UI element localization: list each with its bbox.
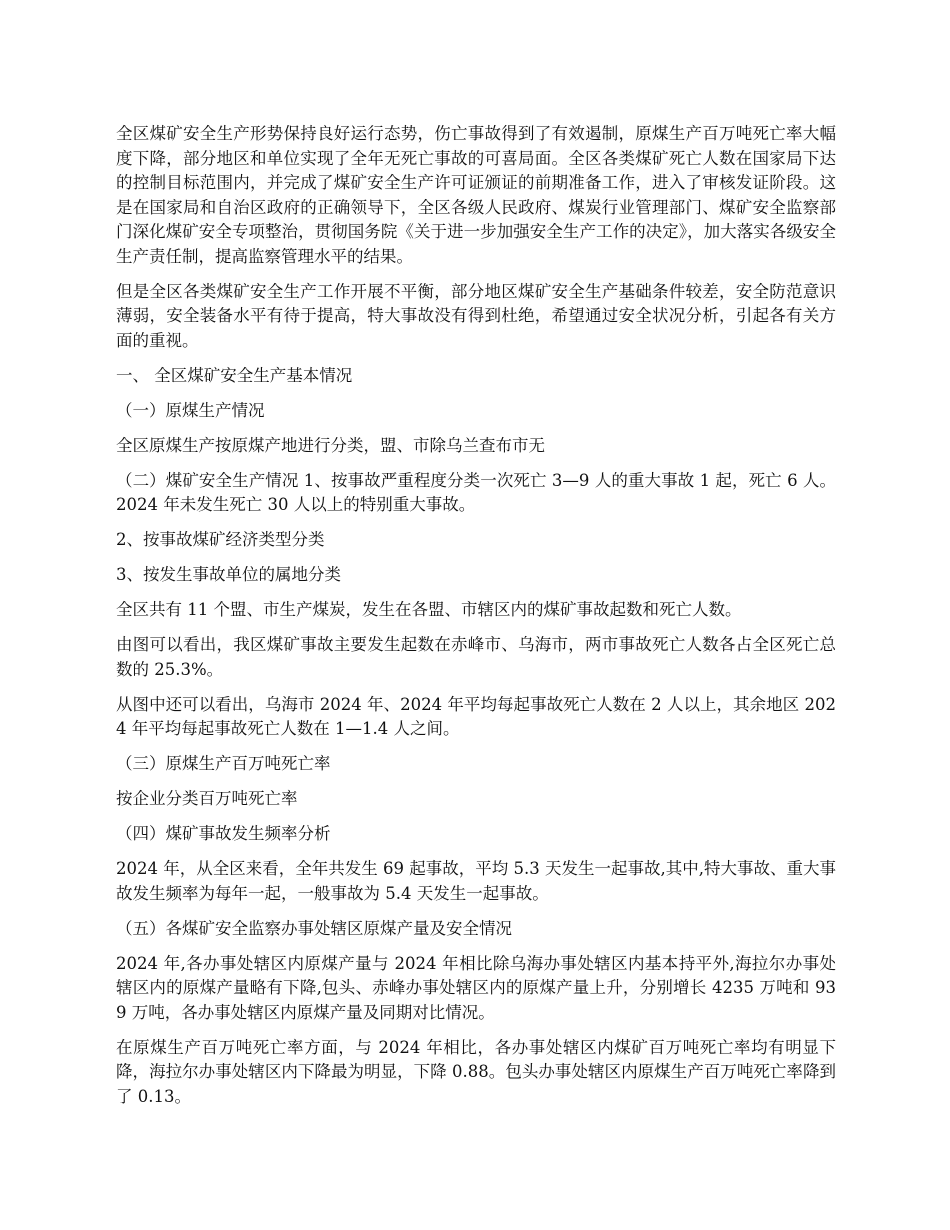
paragraph-death-rate: 在原煤生产百万吨死亡率方面，与 2024 年相比，各办事处辖区内煤矿百万吨死亡率均有明显下降，海拉尔办事处辖区内下降最为明显，下降 0.88。包头办事处辖区内原煤生产百万吨死亡率降到了 0.13。: [116, 1037, 836, 1106]
subsection-heading-1: （一）原煤生产情况: [116, 400, 265, 420]
list-item-economic-type: 2、按事故煤矿经济类型分类: [116, 530, 325, 549]
subsection-heading-4: （四）煤矿事故发生频率分析: [116, 824, 331, 843]
paragraph-production-classification: 全区原煤生产按原煤产地进行分类，盟、市除乌兰查布市无: [116, 435, 545, 455]
paragraph-intro: 全区煤矿安全生产形势保持良好运行态势，伤亡事故得到了有效遏制，原煤生产百万吨死亡率大幅度下降，部分地区和单位实现了全年无死亡事故的可喜局面。全区各类煤矿死亡人数在国家局下达的控制目标范围内，并完成了煤矿安全生产许可证颁证的前期准备工作，进入了审核发证阶段。这是在国家局和自治区政府的正确领导下，全区各级人民政府、煤炭行业管理部门、煤矿安全监察部门深化煤矿安全专项整治，贯彻国务院《关于进一步加强安全生产工作的决定》，加大落实各级安全生产责任制，提高监察管理水平的结果。: [116, 124, 836, 266]
subsection-heading-2: （二）煤矿安全生产情况 1、按事故严重程度分类一次死亡 3—9 人的重大事故 1 起，死亡 6 人。2024 年未发生死亡 30 人以上的特别重大事故。: [116, 470, 836, 514]
paragraph-frequency: 2024 年，从全区来看，全年共发生 69 起事故，平均 5.3 天发生一起事故,其中,特大事故、重大事故发生频率为每年一起，一般事故为 5.4 天发生一起事故。: [116, 859, 836, 903]
section-heading-1: 一、 全区煤矿安全生产基本情况: [116, 365, 353, 385]
paragraph-average-deaths: 从图中还可以看出，乌海市 2024 年、2024 年平均每起事故死亡人数在 2 人以上，其余地区 2024 年平均每起事故死亡人数在 1—1.4 人之间。: [116, 694, 836, 738]
paragraph-chart-observation: 由图可以看出，我区煤矿事故主要发生起数在赤峰市、乌海市，两市事故死亡人数各占全区死亡总数的 25.3%。: [116, 635, 836, 679]
list-item-jurisdiction: 3、按发生事故单位的属地分类: [116, 565, 341, 584]
subsection-heading-3: （三）原煤生产百万吨死亡率: [116, 754, 331, 773]
document-body: [116, 122, 836, 1120]
paragraph-office-output: 2024 年,各办事处辖区内原煤产量与 2024 年相比除乌海办事处辖区内基本持平外,海拉尔办事处辖区内的原煤产量略有下降,包头、赤峰办事处辖区内的原煤产量上升，分别增长 4235 万吨和 939 万吨，各办事处辖区内原煤产量及同期对比情况。: [116, 953, 836, 1022]
paragraph-enterprise-rate: 按企业分类百万吨死亡率: [116, 789, 298, 808]
paragraph-league-city: 全区共有 11 个盟、市生产煤炭，发生在各盟、市辖区内的煤矿事故起数和死亡人数。: [116, 600, 742, 619]
paragraph-imbalance: 但是全区各类煤矿安全生产工作开展不平衡，部分地区煤矿安全生产基础条件较差，安全防范意识薄弱，安全装备水平有待于提高，特大事故没有得到杜绝，希望通过安全状况分析，引起各有关方面的重视。: [116, 281, 836, 350]
subsection-heading-5: （五）各煤矿安全监察办事处辖区原煤产量及安全情况: [116, 918, 512, 938]
